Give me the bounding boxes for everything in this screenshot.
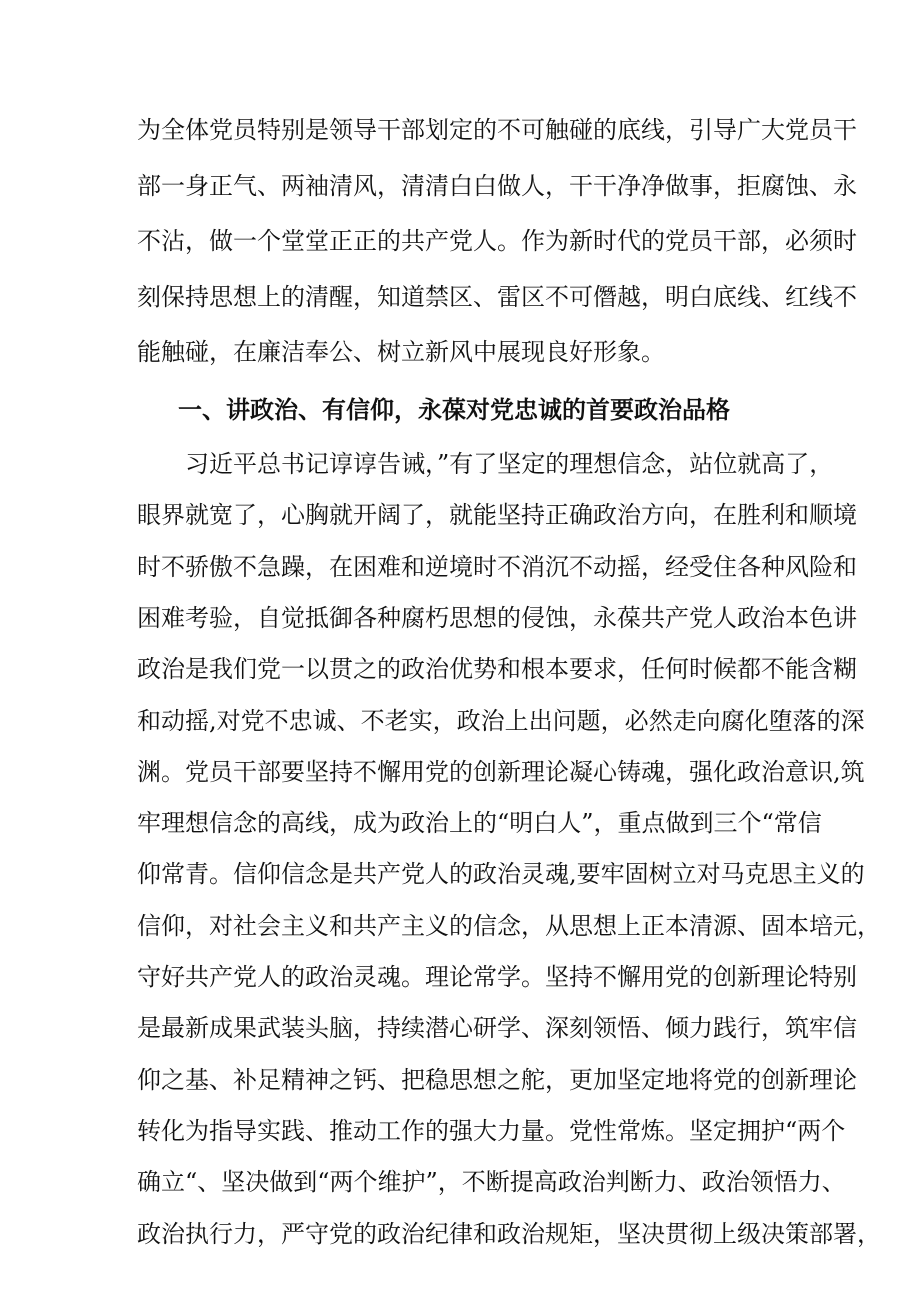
text-line: 政治是我们党一以贯之的政治优势和根本要求，任何时候都不能含糊	[137, 655, 857, 683]
section-heading: 一、讲政治、有信仰，永葆对党忠诚的首要政治品格	[178, 396, 730, 424]
text-line: 和动摇,对党不忠诚、不老实，政治上出问题，必然走向腐化堕落的深	[137, 707, 865, 735]
text-line: 渊。党员干部要坚持不懈用党的创新理论凝心铸魂，强化政治意识,筑	[137, 758, 865, 786]
text-line: 确立“、坚决做到“两个维护”，不断提高政治判断力、政治领悟力、	[137, 1168, 846, 1196]
text-line: 不沾，做一个堂堂正正的共产党人。作为新时代的党员干部，必须时	[137, 227, 857, 255]
text-line: 能触碰，在廉洁奉公、树立新风中展现良好形象。	[137, 338, 665, 366]
text-line: 眼界就宽了，心胸就开阔了，就能坚持正确政治方向，在胜利和顺境	[137, 501, 857, 529]
text-line: 转化为指导实践、推动工作的强大力量。党性常炼。坚定拥护“两个	[137, 1117, 846, 1145]
text-line: 是最新成果武装头脑，持续潜心研学、深刻领悟、倾力践行，筑牢信	[137, 1014, 857, 1042]
text-line: 牢理想信念的高线，成为政治上的“明白人”，重点做到三个“常信	[137, 809, 822, 837]
text-line: 刻保持思想上的清醒，知道禁区、雷区不可僭越，明白底线、红线不	[137, 283, 857, 311]
text-line: 困难考验，自觉抵御各种腐朽思想的侵蚀，永葆共产党人政治本色讲	[137, 604, 857, 632]
text-line: 为全体党员特别是领导干部划定的不可触碰的底线，引导广大党员干	[137, 116, 857, 144]
text-line: 信仰，对社会主义和共产主义的信念，从思想上正本清源、固本培元，	[137, 912, 881, 940]
text-line: 政治执行力，严守党的政治纪律和政治规矩，坚决贯彻上级决策部署，	[137, 1220, 881, 1248]
text-line: 仰常青。信仰信念是共产党人的政治灵魂,要牢固树立对马克思主义的	[137, 860, 865, 888]
text-line: 守好共产党人的政治灵魂。理论常学。坚持不懈用党的创新理论特别	[137, 963, 857, 991]
text-line: 时不骄傲不急躁，在困难和逆境时不消沉不动摇，经受住各种风险和	[137, 553, 857, 581]
text-line: 仰之基、补足精神之钙、把稳思想之舵，更加坚定地将党的创新理论	[137, 1066, 857, 1094]
text-line: 部一身正气、两袖清风，清清白白做人，干干净净做事，拒腐蚀、永	[137, 172, 857, 200]
text-line: 习近平总书记谆谆告诫，”有了坚定的理想信念，站位就高了，	[185, 450, 834, 478]
